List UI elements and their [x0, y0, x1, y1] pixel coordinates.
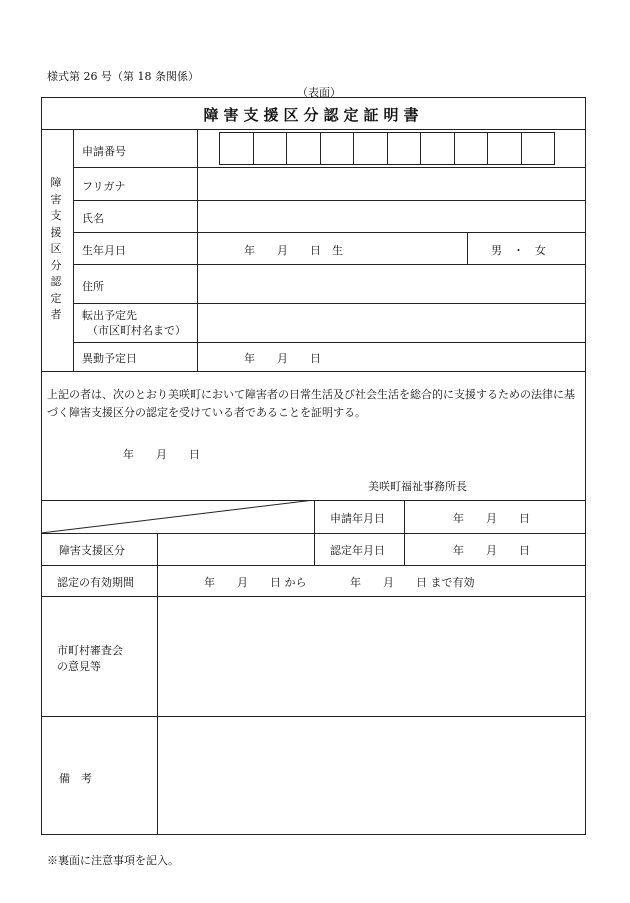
application-date-label: 申請年月日: [330, 512, 385, 525]
divider: [73, 342, 586, 343]
validity-from-field[interactable]: 年 月 日 から: [204, 576, 307, 589]
birthdate-field[interactable]: 年 月 日 生: [244, 244, 343, 257]
remarks-label: 備 考: [59, 772, 92, 785]
change-date-field[interactable]: 年 月 日: [244, 352, 321, 365]
divider: [73, 303, 586, 304]
footnote: ※裏面に注意事項を記入。: [47, 854, 179, 867]
digit-box-divider: [353, 132, 354, 165]
divider: [157, 565, 158, 835]
committee-opinion-sublabel: の意見等: [57, 660, 101, 673]
divider: [73, 232, 586, 233]
address-label: 住所: [82, 280, 104, 293]
divider: [41, 596, 586, 597]
committee-opinion-label: 市町村審査会: [57, 644, 123, 657]
name-label: 氏名: [82, 212, 104, 225]
divider: [73, 200, 586, 201]
divider: [73, 167, 586, 168]
change-date-label: 異動予定日: [82, 352, 137, 365]
divider: [467, 232, 468, 264]
digit-box-divider: [454, 132, 455, 165]
application-date-field[interactable]: 年 月 日: [453, 512, 530, 525]
digit-box-divider: [487, 132, 488, 165]
support-category-label: 障害支援区分: [59, 544, 125, 557]
side-label: （表面）: [297, 86, 341, 99]
divider: [41, 371, 586, 372]
certification-statement: 上記の者は、次のとおり美咲町において障害者の日常生活及び社会生活を総合的に支援するための法律に基づく障害支援区分の認定を受けている者であることを証明する。: [47, 388, 575, 419]
digit-box-divider: [387, 132, 388, 165]
digit-box-divider: [253, 132, 254, 165]
digit-box-divider: [286, 132, 287, 165]
validity-period-label: 認定の有効期間: [57, 576, 134, 589]
issuer-name: 美咲町福祉事務所長: [368, 480, 467, 493]
divider: [73, 264, 586, 265]
furigana-label: フリガナ: [82, 180, 126, 193]
certificate-frame: [41, 97, 586, 835]
divider: [41, 716, 586, 717]
move-destination-label: 転出予定先: [82, 309, 137, 322]
validity-to-field[interactable]: 年 月 日 まで有効: [350, 576, 475, 589]
digit-box-divider: [521, 132, 522, 165]
birthdate-label: 生年月日: [82, 244, 126, 257]
divider: [41, 565, 586, 566]
divider: [73, 129, 74, 371]
divider: [41, 129, 586, 130]
digit-box-divider: [420, 132, 421, 165]
statement-date-field[interactable]: 年 月 日: [123, 448, 200, 461]
divider: [404, 500, 405, 565]
digit-box-divider: [320, 132, 321, 165]
divider: [157, 533, 158, 565]
recipient-section-label: 障害支援区分認定者: [50, 176, 62, 321]
divider: [197, 129, 198, 371]
certification-date-field[interactable]: 年 月 日: [453, 544, 530, 557]
blank-diagonal-cell: [41, 500, 315, 534]
certification-date-label: 認定年月日: [330, 544, 385, 557]
form-number: 様式第 26 号（第 18 条関係）: [47, 70, 199, 83]
application-number-label: 申請番号: [82, 145, 126, 158]
sex-selector[interactable]: 男 ・ 女: [491, 244, 546, 257]
document-title: 障害支援区分認定証明書: [203, 106, 424, 124]
move-destination-sublabel: （市区町村名まで）: [87, 324, 186, 337]
